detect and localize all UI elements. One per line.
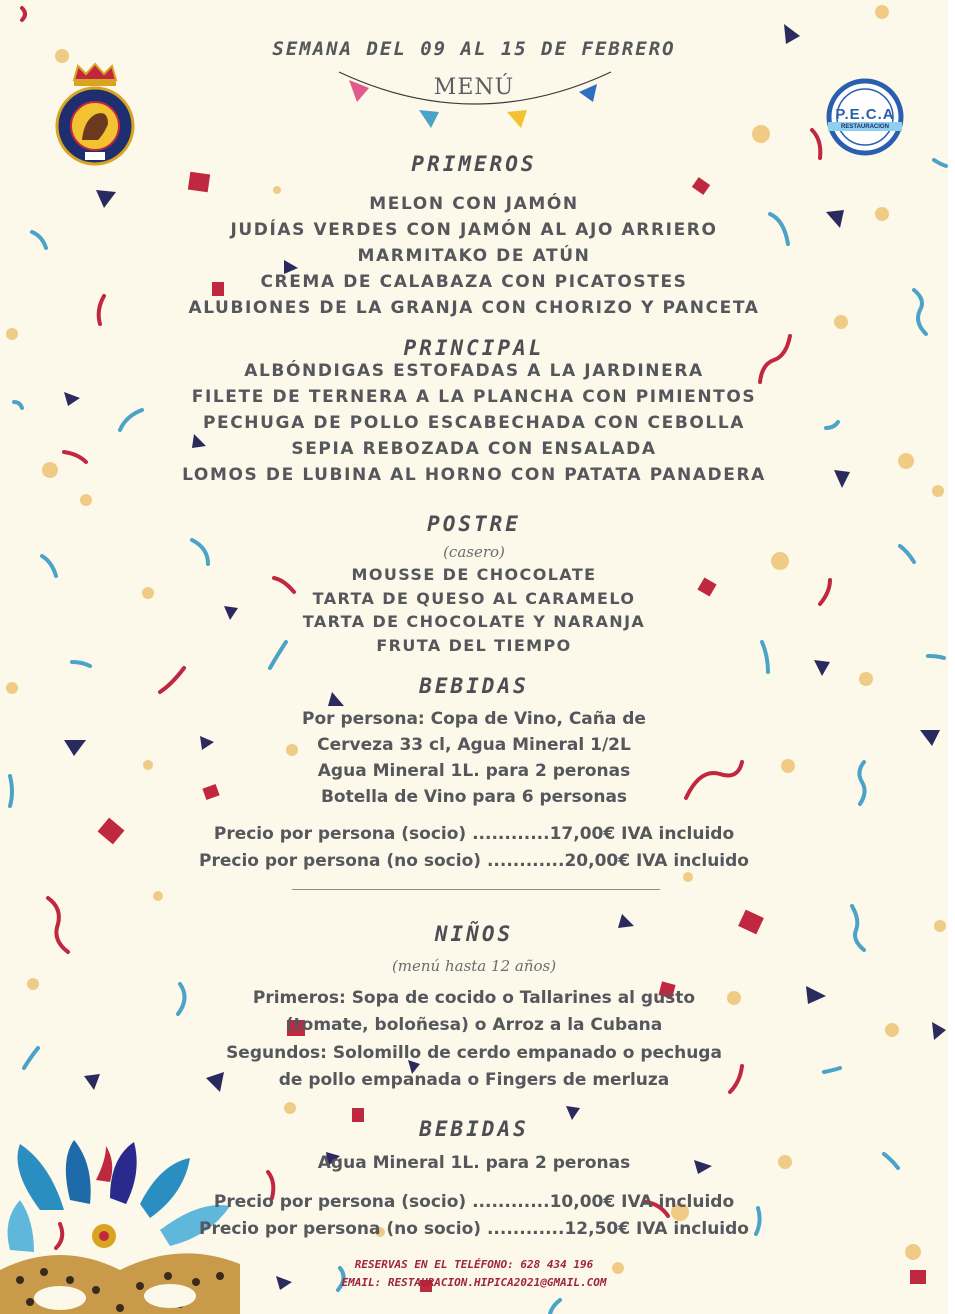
ninos-title: NIÑOS bbox=[434, 922, 514, 946]
principal-item: SEPIA REBOZADA CON ENSALADA bbox=[291, 439, 657, 459]
section-divider bbox=[292, 889, 660, 890]
price-ninos-socio: Precio por persona (socio) ............10,00€ IVA incluido bbox=[213, 1192, 735, 1212]
bebidas-line: Cerveza 33 cl, Agua Mineral 1/2L bbox=[317, 735, 631, 755]
primeros-item: ALUBIONES DE LA GRANJA CON CHORIZO Y PANCETA bbox=[188, 298, 760, 318]
price-no-socio: Precio por persona (no socio) ............20,00€ IVA incluido bbox=[199, 851, 749, 871]
reservation-phone: RESERVAS EN EL TELÉFONO: 628 434 196 bbox=[354, 1258, 594, 1271]
bebidas-line: Por persona: Copa de Vino, Caña de bbox=[302, 709, 646, 729]
ninos-note: (menú hasta 12 años) bbox=[391, 957, 557, 975]
principal-title: PRINCIPAL bbox=[403, 336, 545, 360]
bebidas-title: BEBIDAS bbox=[419, 674, 529, 698]
principal-item: FILETE DE TERNERA A LA PLANCHA CON PIMIENTOS bbox=[191, 387, 757, 407]
ninos-line: (tomate, boloñesa) o Arroz a la Cubana bbox=[285, 1015, 663, 1035]
bebidas-ninos-title: BEBIDAS bbox=[419, 1117, 529, 1141]
price-ninos-no-socio: Precio por persona (no socio) ............12,50€ IVA incluido bbox=[199, 1219, 749, 1239]
primeros-item: JUDÍAS VERDES CON JAMÓN AL AJO ARRIERO bbox=[230, 220, 718, 240]
primeros-item: MELON CON JAMÓN bbox=[369, 194, 579, 214]
postre-item: MOUSSE DE CHOCOLATE bbox=[351, 565, 597, 584]
reservation-email: EMAIL: RESTAURACION.HIPICA2021@GMAIL.COM bbox=[341, 1276, 607, 1289]
week-dates-heading: SEMANA DEL 09 AL 15 DE FEBRERO bbox=[272, 38, 676, 60]
primeros-item: CREMA DE CALABAZA CON PICATOSTES bbox=[260, 272, 688, 292]
bebidas-line: Botella de Vino para 6 personas bbox=[320, 787, 628, 807]
ninos-line: Segundos: Solomillo de cerdo empanado o pechuga bbox=[226, 1043, 722, 1063]
primeros-item: MARMITAKO DE ATÚN bbox=[357, 246, 591, 266]
peca-logo-text: P.E.C.A bbox=[835, 106, 895, 123]
bebidas-line: Agua Mineral 1L. para 2 peronas bbox=[317, 761, 631, 781]
primeros-title: PRIMEROS bbox=[411, 152, 537, 176]
page-right-edge bbox=[948, 0, 955, 1314]
bebidas-ninos-line: Agua Mineral 1L. para 2 peronas bbox=[317, 1153, 631, 1173]
peca-logo-subtext: RESTAURACION bbox=[841, 124, 889, 130]
principal-item: PECHUGA DE POLLO ESCABECHADA CON CEBOLLA bbox=[202, 413, 746, 433]
ninos-line: Primeros: Sopa de cocido o Tallarines al gusto bbox=[252, 988, 696, 1008]
postre-title: POSTRE bbox=[427, 512, 521, 536]
postre-item: FRUTA DEL TIEMPO bbox=[376, 636, 572, 655]
principal-item: ALBÓNDIGAS ESTOFADAS A LA JARDINERA bbox=[244, 361, 704, 381]
postre-item: TARTA DE QUESO AL CARAMELO bbox=[312, 589, 636, 608]
price-socio: Precio por persona (socio) ............17,00€ IVA incluido bbox=[213, 824, 735, 844]
principal-item: LOMOS DE LUBINA AL HORNO CON PATATA PANADERA bbox=[182, 465, 766, 485]
postre-item: TARTA DE CHOCOLATE Y NARANJA bbox=[302, 612, 646, 631]
menu-title: MENÚ bbox=[433, 75, 515, 100]
postre-note: (casero) bbox=[443, 543, 505, 561]
ninos-line: de pollo empanada o Fingers de merluza bbox=[278, 1070, 670, 1090]
